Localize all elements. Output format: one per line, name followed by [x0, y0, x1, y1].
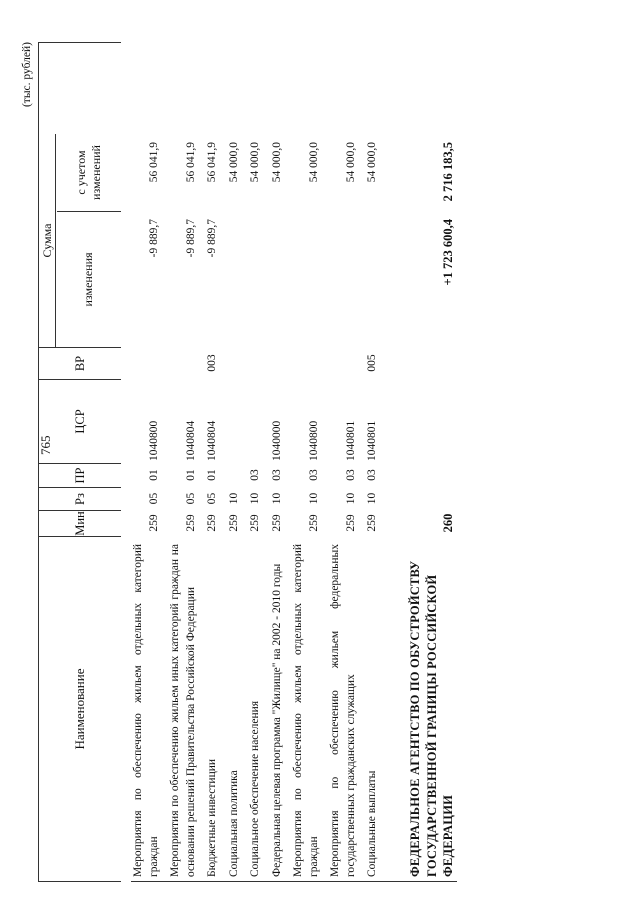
row-vr: 005	[366, 354, 379, 372]
table-row	[168, 42, 199, 881]
row-change: -9 889,7	[147, 219, 160, 258]
row-pr: 03	[249, 469, 262, 481]
row-pr: 03	[366, 469, 379, 481]
page-number: 765	[38, 435, 53, 455]
row-total: 54 000,0	[249, 142, 262, 183]
header-change: изменения	[57, 211, 121, 347]
row-pr: 01	[147, 469, 160, 481]
agency-row	[407, 42, 458, 881]
agency-name: ФЕДЕРАЛЬНОЕ АГЕНТСТВО ПО ОБУСТРОЙСТВУ ГОСУДАРСТВЕННОЙ ГРАНИЦЫ РОССИЙСКОЙ ФЕДЕРАЦИИ	[407, 560, 456, 877]
units-note: (тыс. рублей)	[21, 42, 33, 108]
row-name: Федеральная целевая программа "Жилище" на 2002 - 2010 годы	[270, 563, 283, 877]
row-min: 259	[344, 514, 357, 532]
agency-min: 260	[441, 513, 456, 533]
row-rz: 10	[270, 492, 283, 505]
row-csr: 1040800	[147, 420, 160, 461]
table-row	[328, 42, 359, 881]
row-total: 56 041,9	[206, 142, 219, 183]
table-row	[131, 42, 162, 881]
row-min: 259	[270, 514, 283, 532]
row-pr: 01	[184, 469, 197, 481]
header-vr: ВР	[39, 347, 121, 379]
agency-change: +1 723 600,4	[441, 219, 456, 286]
row-rz: 10	[307, 492, 320, 505]
header-with-change: с учетом изменений	[73, 145, 103, 200]
row-min: 259	[206, 514, 219, 532]
row-total: 54 000,0	[270, 142, 283, 183]
header-csr: ЦСР	[39, 379, 121, 463]
row-min: 259	[184, 514, 197, 532]
row-rz: 05	[206, 492, 219, 505]
row-pr: 03	[307, 469, 320, 481]
row-name: Бюджетные инвестиции	[206, 758, 219, 877]
table-row	[270, 42, 286, 881]
row-name: Мероприятия по обеспечению жильем иных категорий граждан на основании решений Правительства Российской Федерации	[169, 544, 197, 877]
budget-table-sheet	[20, 42, 580, 882]
row-total: 54 000,0	[227, 142, 240, 183]
table-row	[291, 42, 322, 881]
row-rz: 10	[249, 492, 262, 505]
row-change: -9 889,7	[206, 219, 219, 258]
table-header	[38, 42, 121, 882]
table-row	[227, 42, 243, 881]
row-total: 54 000,0	[366, 142, 379, 183]
row-name: Мероприятия по обеспечению жильем федеральных государственных гражданских служащих	[329, 544, 357, 877]
row-min: 259	[307, 514, 320, 532]
row-csr: 1040000	[270, 420, 283, 461]
row-csr: 1040801	[366, 420, 379, 461]
row-name: Социальные выплаты	[366, 770, 379, 877]
row-csr: 1040804	[206, 420, 219, 461]
row-rz: 10	[344, 492, 357, 505]
table-row	[205, 42, 221, 881]
header-min: Мин	[39, 510, 121, 536]
row-csr: 1040801	[344, 420, 357, 461]
row-min: 259	[249, 514, 262, 532]
header-name: Наименование	[39, 536, 121, 881]
table-row	[248, 42, 264, 881]
row-total: 54 000,0	[344, 142, 357, 183]
row-vr: 003	[206, 354, 219, 372]
row-rz: 10	[366, 492, 379, 505]
row-min: 259	[147, 514, 160, 532]
row-total: 54 000,0	[307, 142, 320, 183]
row-min: 259	[366, 514, 379, 532]
header-pr: ПР	[39, 463, 121, 487]
header-sum: Сумма	[39, 134, 56, 347]
row-name: Мероприятия по обеспечению жильем отдельных категорий граждан	[292, 544, 320, 877]
row-name: Социальная политика	[227, 770, 240, 877]
row-min: 259	[227, 514, 240, 532]
row-total: 56 041,9	[184, 142, 197, 183]
row-pr: 03	[344, 469, 357, 481]
header-rz: Рз	[39, 487, 121, 510]
row-total: 56 041,9	[147, 142, 160, 183]
row-rz: 05	[147, 492, 160, 505]
row-name: Социальное обеспечение населения	[249, 700, 262, 877]
row-csr: 1040800	[307, 420, 320, 461]
table-body	[131, 42, 457, 882]
row-rz: 05	[184, 492, 197, 505]
row-change: -9 889,7	[184, 219, 197, 258]
agency-total: 2 716 183,5	[441, 142, 456, 202]
row-name: Мероприятия по обеспечению жильем отдельных категорий граждан	[132, 544, 160, 877]
row-csr: 1040804	[184, 420, 197, 461]
row-pr: 01	[206, 469, 219, 481]
row-pr: 03	[270, 469, 283, 481]
row-rz: 10	[227, 492, 240, 505]
table-row	[365, 42, 381, 881]
